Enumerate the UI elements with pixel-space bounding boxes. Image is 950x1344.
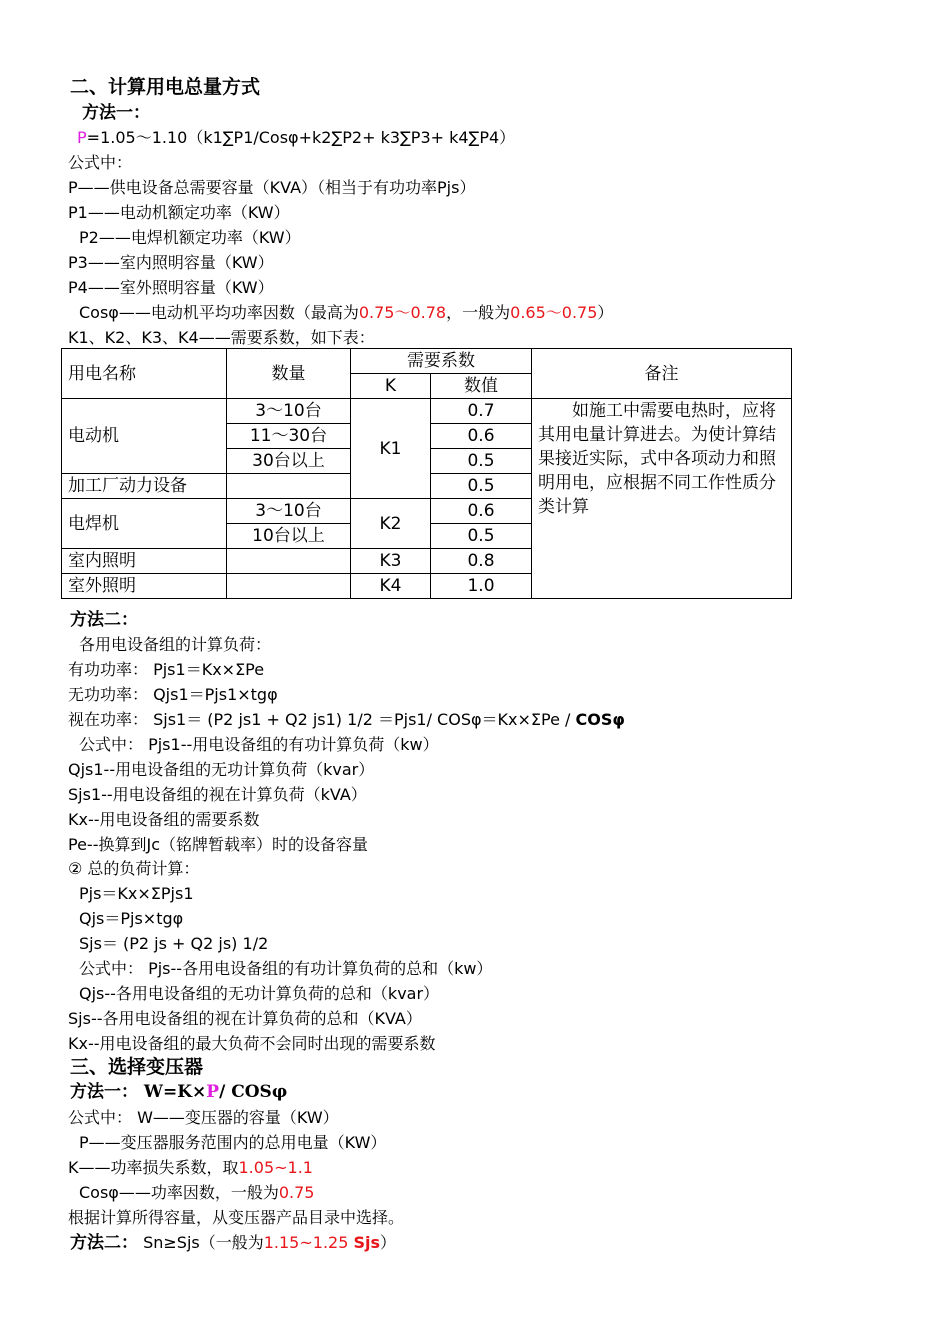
s3-m2-range: 1.15~1.25 bbox=[263, 1233, 354, 1252]
table-note bbox=[532, 399, 792, 599]
cos-definition bbox=[79, 302, 613, 324]
s3-m1-cos: / COSφ bbox=[219, 1082, 288, 1102]
m2-line-15: Qjs--各用电设备组的无功计算负荷的总和（kvar） bbox=[79, 984, 440, 1003]
row-outdoor-name: 室外照明 bbox=[62, 574, 227, 599]
header-k: K bbox=[351, 374, 431, 399]
formula-rest: =1.05～1.10（k1∑P1/Cosφ+k2∑P2+ k3∑P3+ k4∑P4） bbox=[86, 128, 516, 147]
formula-p: P bbox=[77, 128, 87, 147]
s3-line-3-range: 1.05~1.1 bbox=[238, 1158, 313, 1177]
row-indoor-k: K3 bbox=[351, 549, 431, 574]
row-indoor-name: 室内照明 bbox=[62, 549, 227, 574]
m2-line-13: Sjs＝ (P2 js + Q2 js) 1/2 bbox=[79, 934, 269, 953]
m2-line-3: 无功功率： Qjs1＝Pjs1×tgφ bbox=[68, 685, 278, 704]
row-outdoor-val: 1.0 bbox=[431, 574, 532, 599]
method-2-title: 方法二： bbox=[70, 610, 138, 630]
k-definition: K1、K2、K3、K4——需要系数，如下表： bbox=[68, 328, 375, 347]
row-motor-val-3: 0.5 bbox=[431, 449, 532, 474]
cos-def-max-range: 0.75～0.78 bbox=[358, 303, 447, 322]
row-outdoor-qty bbox=[227, 574, 351, 599]
row-welder-name: 电焊机 bbox=[62, 499, 227, 549]
section-3-title: 三、选择变压器 bbox=[70, 1056, 204, 1078]
m2-line-4 bbox=[68, 709, 625, 731]
row-motor-qty-2: 11～30台 bbox=[227, 424, 351, 449]
method-1-title: 方法一： bbox=[82, 103, 150, 123]
row-welder-val-2: 0.5 bbox=[431, 524, 532, 549]
s3-m2-close: ） bbox=[380, 1233, 397, 1252]
s3-m2-title: 方法二： bbox=[70, 1233, 138, 1253]
row-motor-val-2: 0.6 bbox=[431, 424, 532, 449]
p1-definition: P1——电动机额定功率（KW） bbox=[68, 203, 290, 222]
row-welder-val-1: 0.6 bbox=[431, 499, 532, 524]
header-note: 备注 bbox=[532, 349, 792, 399]
row-welder-qty-2: 10台以上 bbox=[227, 524, 351, 549]
cos-def-text-e: ） bbox=[597, 303, 614, 322]
cos-def-typical-range: 0.65～0.75 bbox=[510, 303, 598, 322]
m2-line-9: Pe--换算到Jc（铭牌暂载率）时的设备容量 bbox=[68, 835, 368, 854]
header-value: 数值 bbox=[431, 374, 532, 399]
s3-line-2: P——变压器服务范围内的总用电量（KW） bbox=[79, 1133, 387, 1152]
m2-line-4-cos: COSφ bbox=[575, 710, 625, 729]
s3-m1-p: P bbox=[206, 1082, 220, 1102]
m2-line-16: Sjs--各用电设备组的视在计算负荷的总和（KVA） bbox=[68, 1009, 422, 1028]
m2-line-14: 公式中： Pjs--各用电设备组的有功计算负荷的总和（kw） bbox=[79, 959, 493, 978]
cos-def-text-a: Cosφ——电动机平均功率因数（最高为 bbox=[79, 303, 359, 322]
p3-definition: P3——室内照明容量（KW） bbox=[68, 253, 274, 272]
formula-line bbox=[77, 127, 515, 149]
p-definition: P——供电设备总需要容量（KVA）（相当于有功功率Pjs） bbox=[68, 178, 476, 197]
s3-line-4 bbox=[79, 1182, 314, 1204]
header-coefficient: 需要系数 bbox=[351, 349, 532, 374]
p4-definition: P4——室外照明容量（KW） bbox=[68, 278, 274, 297]
cos-def-text-c: ，一般为 bbox=[446, 303, 511, 322]
header-quantity: 数量 bbox=[227, 349, 351, 399]
row-motor-name: 电动机 bbox=[62, 399, 227, 474]
where-label: 公式中： bbox=[68, 153, 133, 172]
row-plant-val: 0.5 bbox=[431, 474, 532, 499]
m2-line-1: 各用电设备组的计算负荷： bbox=[79, 635, 272, 654]
row-motor-qty-1: 3～10台 bbox=[227, 399, 351, 424]
s3-m2-sjs: Sjs bbox=[353, 1233, 381, 1252]
s3-line-4-value: 0.75 bbox=[278, 1183, 315, 1202]
m2-line-5: 公式中： Pjs1--用电设备组的有功计算负荷（kw） bbox=[79, 735, 439, 754]
row-outdoor-k: K4 bbox=[351, 574, 431, 599]
row-motor-qty-3: 30台以上 bbox=[227, 449, 351, 474]
m2-line-17: Kx--用电设备组的最大负荷不会同时出现的需要系数 bbox=[68, 1034, 436, 1053]
m2-line-10: ② 总的负荷计算： bbox=[68, 859, 200, 878]
m2-line-4-text: 视在功率： Sjs1＝ (P2 js1 + Q2 js1) 1/2 ＝Pjs1/ COSφ＝Kx×ΣPe / bbox=[68, 710, 576, 729]
row-indoor-qty bbox=[227, 549, 351, 574]
m2-line-6: Qjs1--用电设备组的无功计算负荷（kvar） bbox=[68, 760, 375, 779]
m2-line-12: Qjs＝Pjs×tgφ bbox=[79, 909, 184, 928]
s3-method-1 bbox=[70, 1081, 287, 1103]
m2-line-2: 有功功率： Pjs1＝Kx×ΣPe bbox=[68, 660, 265, 679]
s3-method-2 bbox=[70, 1232, 396, 1254]
row-indoor-val: 0.8 bbox=[431, 549, 532, 574]
table-note-text: 如施工中需要电热时，应将其用电量计算进去。为使计算结果接近实际，式中各项动力和照明用电，应根据不同工作性质分类计算 bbox=[538, 401, 776, 517]
s3-m1-text: 方法一： W=K× bbox=[70, 1082, 207, 1102]
s3-line-3 bbox=[68, 1157, 313, 1179]
demand-coefficient-table bbox=[61, 348, 792, 599]
header-name: 用电名称 bbox=[62, 349, 227, 399]
row-welder-k: K2 bbox=[351, 499, 431, 549]
row-plant-qty bbox=[227, 474, 351, 499]
m2-line-7: Sjs1--用电设备组的视在计算负荷（kVA） bbox=[68, 785, 367, 804]
s3-m2-text: Sn≥Sjs（一般为 bbox=[138, 1233, 264, 1252]
s3-line-1: 公式中： W——变压器的容量（KW） bbox=[68, 1108, 339, 1127]
m2-line-8: Kx--用电设备组的需要系数 bbox=[68, 810, 260, 829]
section-2-title: 二、计算用电总量方式 bbox=[70, 76, 261, 98]
m2-line-11: Pjs＝Kx×ΣPjs1 bbox=[79, 884, 194, 903]
row-motor-k: K1 bbox=[351, 399, 431, 499]
p2-definition: P2——电焊机额定功率（KW） bbox=[79, 228, 301, 247]
row-plant-name: 加工厂动力设备 bbox=[62, 474, 227, 499]
row-motor-val-1: 0.7 bbox=[431, 399, 532, 424]
s3-line-3-text: K——功率损失系数，取 bbox=[68, 1158, 239, 1177]
row-welder-qty-1: 3～10台 bbox=[227, 499, 351, 524]
s3-line-4-text: Cosφ——功率因数，一般为 bbox=[79, 1183, 279, 1202]
s3-line-5: 根据计算所得容量，从变压器产品目录中选择。 bbox=[68, 1208, 405, 1227]
